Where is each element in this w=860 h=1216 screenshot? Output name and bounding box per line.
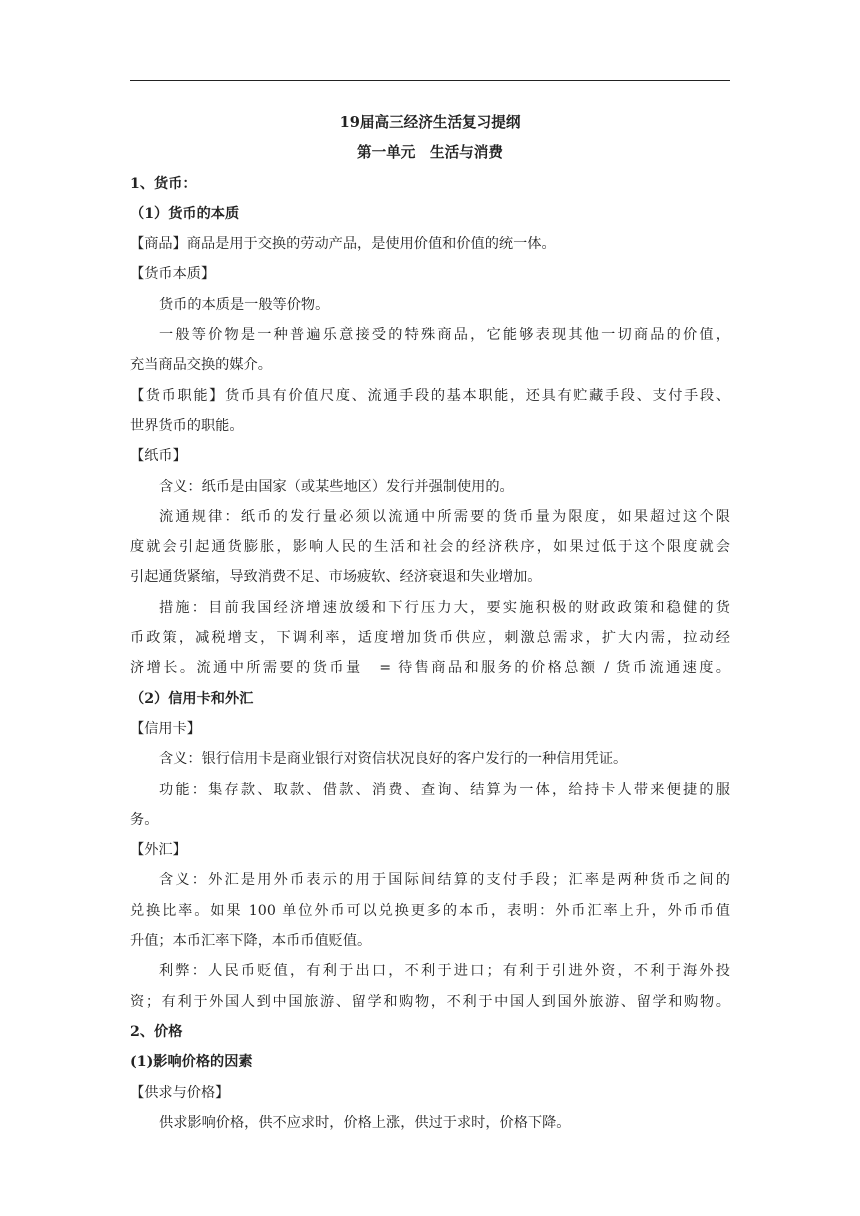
text-line: 兑换比率。如果 100 单位外币可以兑换更多的本币，表明：外币汇率上升，外币币值 [130, 902, 730, 919]
text-line: 币政策，减税增支，下调利率，适度增加货币供应，刺激总需求，扩大内需，拉动经 [130, 630, 730, 647]
text-line: 【商品】商品是用于交换的劳动产品，是使用价值和价值的统一体。 [130, 236, 556, 253]
section-heading: 2、价格 [130, 1023, 183, 1040]
text-line: 济增长。流通中所需要的货币量 = 待售商品和服务的价格总额 / 货币流通速度。 [130, 660, 730, 677]
unit-heading: 第一单元 生活与消费 [357, 144, 503, 162]
section-heading: (1)影响价格的因素 [130, 1054, 253, 1071]
text-line: 含义：外汇是用外币表示的用于国际间结算的支付手段；汇率是两种货币之间的 [159, 872, 730, 889]
text-line: 充当商品交换的媒介。 [130, 357, 272, 374]
text-line: 【货币职能】货币具有价值尺度、流通手段的基本职能，还具有贮藏手段、支付手段、 [130, 387, 730, 404]
section-heading: 1、货币： [130, 175, 197, 192]
text-line: 度就会引起通货膨胀，影响人民的生活和社会的经济秩序，如果过低于这个限度就会 [130, 539, 730, 556]
text-line: 资；有利于外国人到中国旅游、留学和购物，不利于中国人到国外旅游、留学和购物。 [130, 993, 730, 1010]
text-line: 【纸币】 [130, 448, 187, 465]
section-heading: （1）货币的本质 [130, 205, 240, 222]
text-line: 一般等价物是一种普遍乐意接受的特殊商品，它能够表现其他一切商品的价值， [159, 327, 730, 344]
text-line: 功能：集存款、取款、借款、消费、查询、结算为一体，给持卡人带来便捷的服 [159, 781, 730, 798]
text-line: 引起通货紧缩，导致消费不足、市场疲软、经济衰退和失业增加。 [130, 569, 542, 586]
section-heading: （2）信用卡和外汇 [130, 690, 254, 707]
text-line: 供求影响价格，供不应求时，价格上涨，供过于求时，价格下降。 [159, 1114, 571, 1131]
text-line: 措施：目前我国经济增速放缓和下行压力大，要实施积极的财政政策和稳健的货 [159, 599, 730, 616]
text-line: 【货币本质】 [130, 266, 216, 283]
text-line: 升值；本币汇率下降，本币币值贬值。 [130, 933, 372, 950]
text-line: 流通规律：纸币的发行量必须以流通中所需要的货币量为限度，如果超过这个限 [159, 508, 730, 525]
document-page [130, 108, 730, 1138]
text-line: 【信用卡】 [130, 720, 201, 737]
text-line: 含义：银行信用卡是商业银行对资信状况良好的客户发行的一种信用凭证。 [159, 751, 628, 768]
text-line: 【外汇】 [130, 842, 187, 859]
text-line: 货币的本质是一般等价物。 [159, 296, 330, 313]
text-line: 利弊：人民币贬值，有利于出口，不利于进口；有利于引进外资，不利于海外投 [159, 963, 730, 980]
text-line: 务。 [130, 811, 159, 828]
header-rule [130, 80, 730, 81]
text-line: 世界货币的职能。 [130, 417, 244, 434]
document-title: 19届高三经济生活复习提纲 [339, 114, 521, 131]
text-line: 含义：纸币是由国家（或某些地区）发行并强制使用的。 [159, 478, 514, 495]
text-line: 【供求与价格】 [130, 1084, 230, 1101]
document-body [130, 169, 730, 1139]
